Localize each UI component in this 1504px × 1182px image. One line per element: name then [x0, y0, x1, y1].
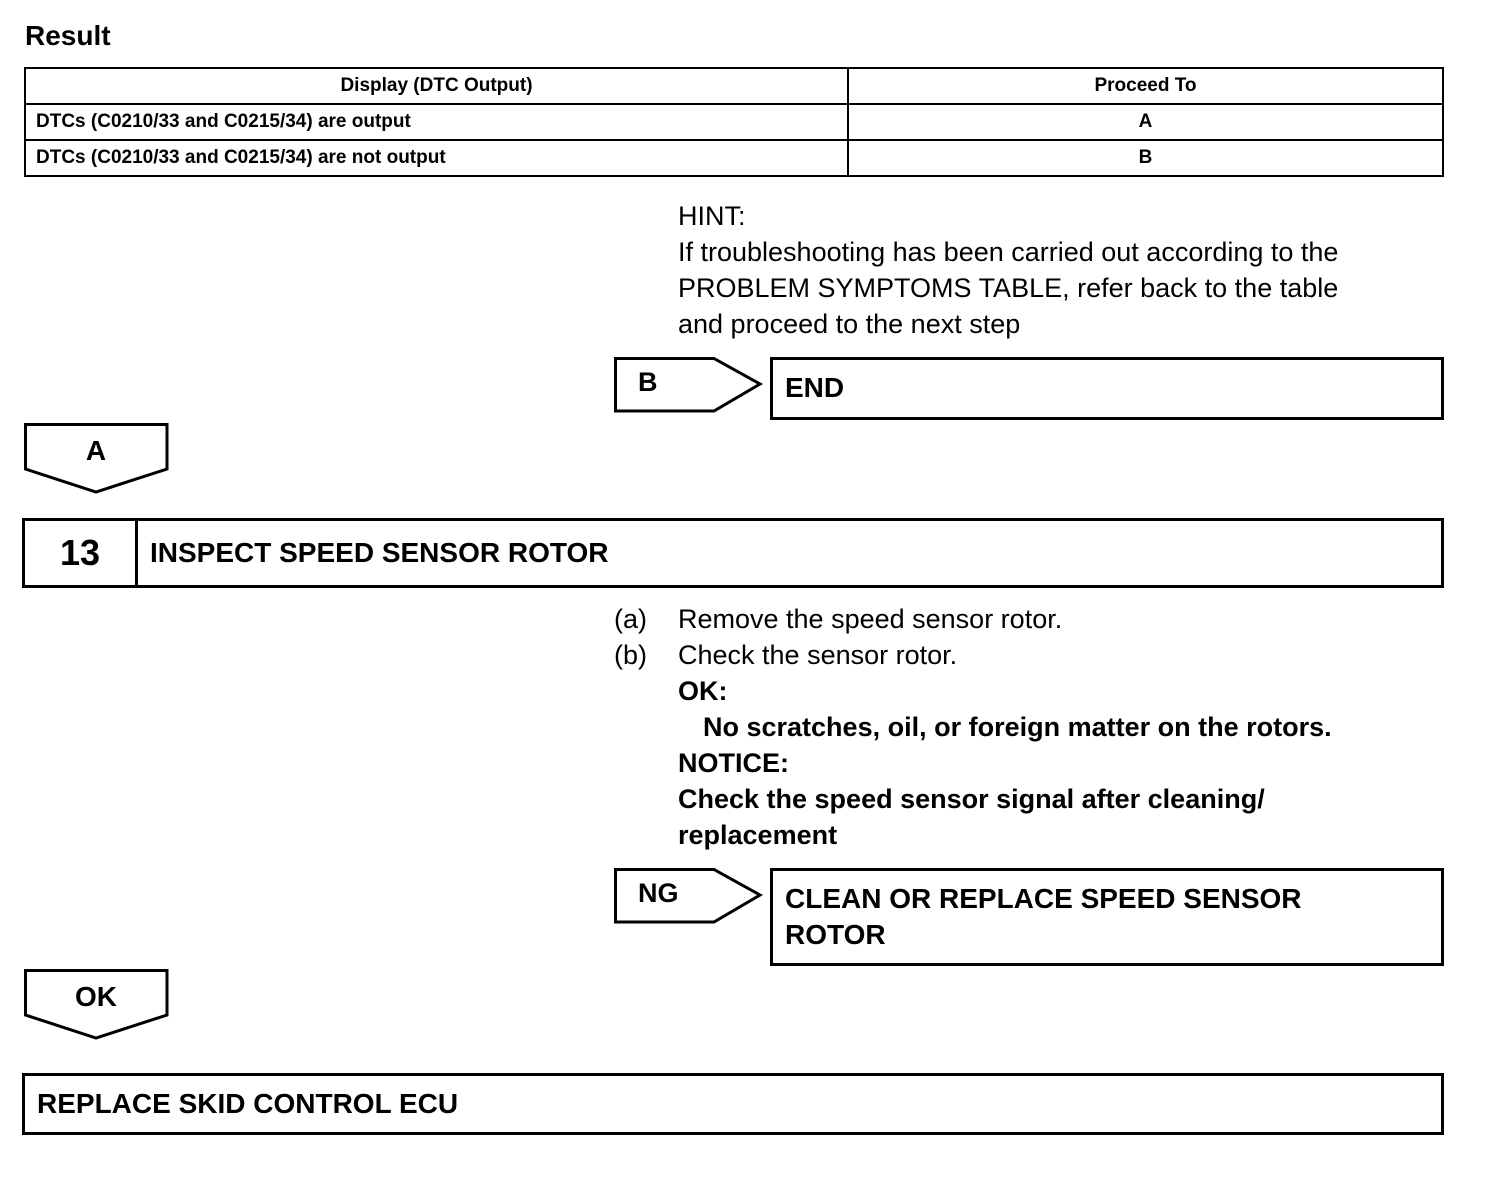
table-cell-proceed-to: B [848, 140, 1443, 176]
branch-ok-label: OK [75, 981, 117, 1012]
step-header [22, 518, 1444, 588]
right-arrow-tag-icon [614, 868, 764, 924]
notice-line: replacement [678, 820, 838, 850]
item-label-a: (a) [614, 604, 647, 634]
item-label-b: (b) [614, 640, 647, 670]
branch-ng-tag [614, 868, 764, 924]
branch-b-label: B [638, 367, 658, 397]
table-cell-proceed-to: A [848, 104, 1443, 140]
right-arrow-tag-icon [614, 357, 764, 413]
ok-criteria: No scratches, oil, or foreign matter on the rotors. [703, 712, 1332, 742]
clean-replace-box [770, 868, 1444, 966]
hint-line: PROBLEM SYMPTOMS TABLE, refer back to the table [678, 273, 1339, 303]
branch-ok-tag [24, 969, 170, 1041]
hint-label: HINT: [678, 201, 746, 231]
branch-b-tag [614, 357, 764, 413]
replace-ecu-box [22, 1073, 1444, 1135]
column-header-display: Display (DTC Output) [25, 68, 848, 104]
hint-line: and proceed to the next step [678, 309, 1021, 339]
branch-a-label: A [85, 435, 107, 466]
branch-ng-label: NG [638, 878, 679, 908]
item-text-a: Remove the speed sensor rotor. [678, 604, 1063, 634]
ok-label: OK: [678, 676, 728, 706]
end-box [770, 357, 1444, 420]
table-row [25, 140, 1443, 176]
hint-line: If troubleshooting has been carried out according to the [678, 237, 1339, 267]
end-label: END [785, 372, 845, 403]
step-number: 13 [25, 521, 138, 585]
notice-label: NOTICE: [678, 748, 789, 778]
column-header-proceed-to: Proceed To [848, 68, 1443, 104]
table-header-row [25, 68, 1443, 104]
step-title: INSPECT SPEED SENSOR ROTOR [150, 537, 609, 568]
branch-a-tag [24, 423, 170, 495]
result-heading: Result [25, 20, 111, 51]
hint-block [678, 198, 1338, 342]
table-cell-display: DTCs (C0210/33 and C0215/34) are output [25, 104, 848, 140]
table-cell-display: DTCs (C0210/33 and C0215/34) are not output [25, 140, 848, 176]
notice-line: Check the speed sensor signal after cleaning/ [678, 784, 1265, 814]
table-row [25, 104, 1443, 140]
result-table [24, 67, 1444, 177]
clean-replace-line: ROTOR [785, 919, 886, 950]
clean-replace-line: CLEAN OR REPLACE SPEED SENSOR [785, 883, 1302, 914]
item-text-b: Check the sensor rotor. [678, 640, 958, 670]
replace-ecu-label: REPLACE SKID CONTROL ECU [37, 1088, 459, 1119]
